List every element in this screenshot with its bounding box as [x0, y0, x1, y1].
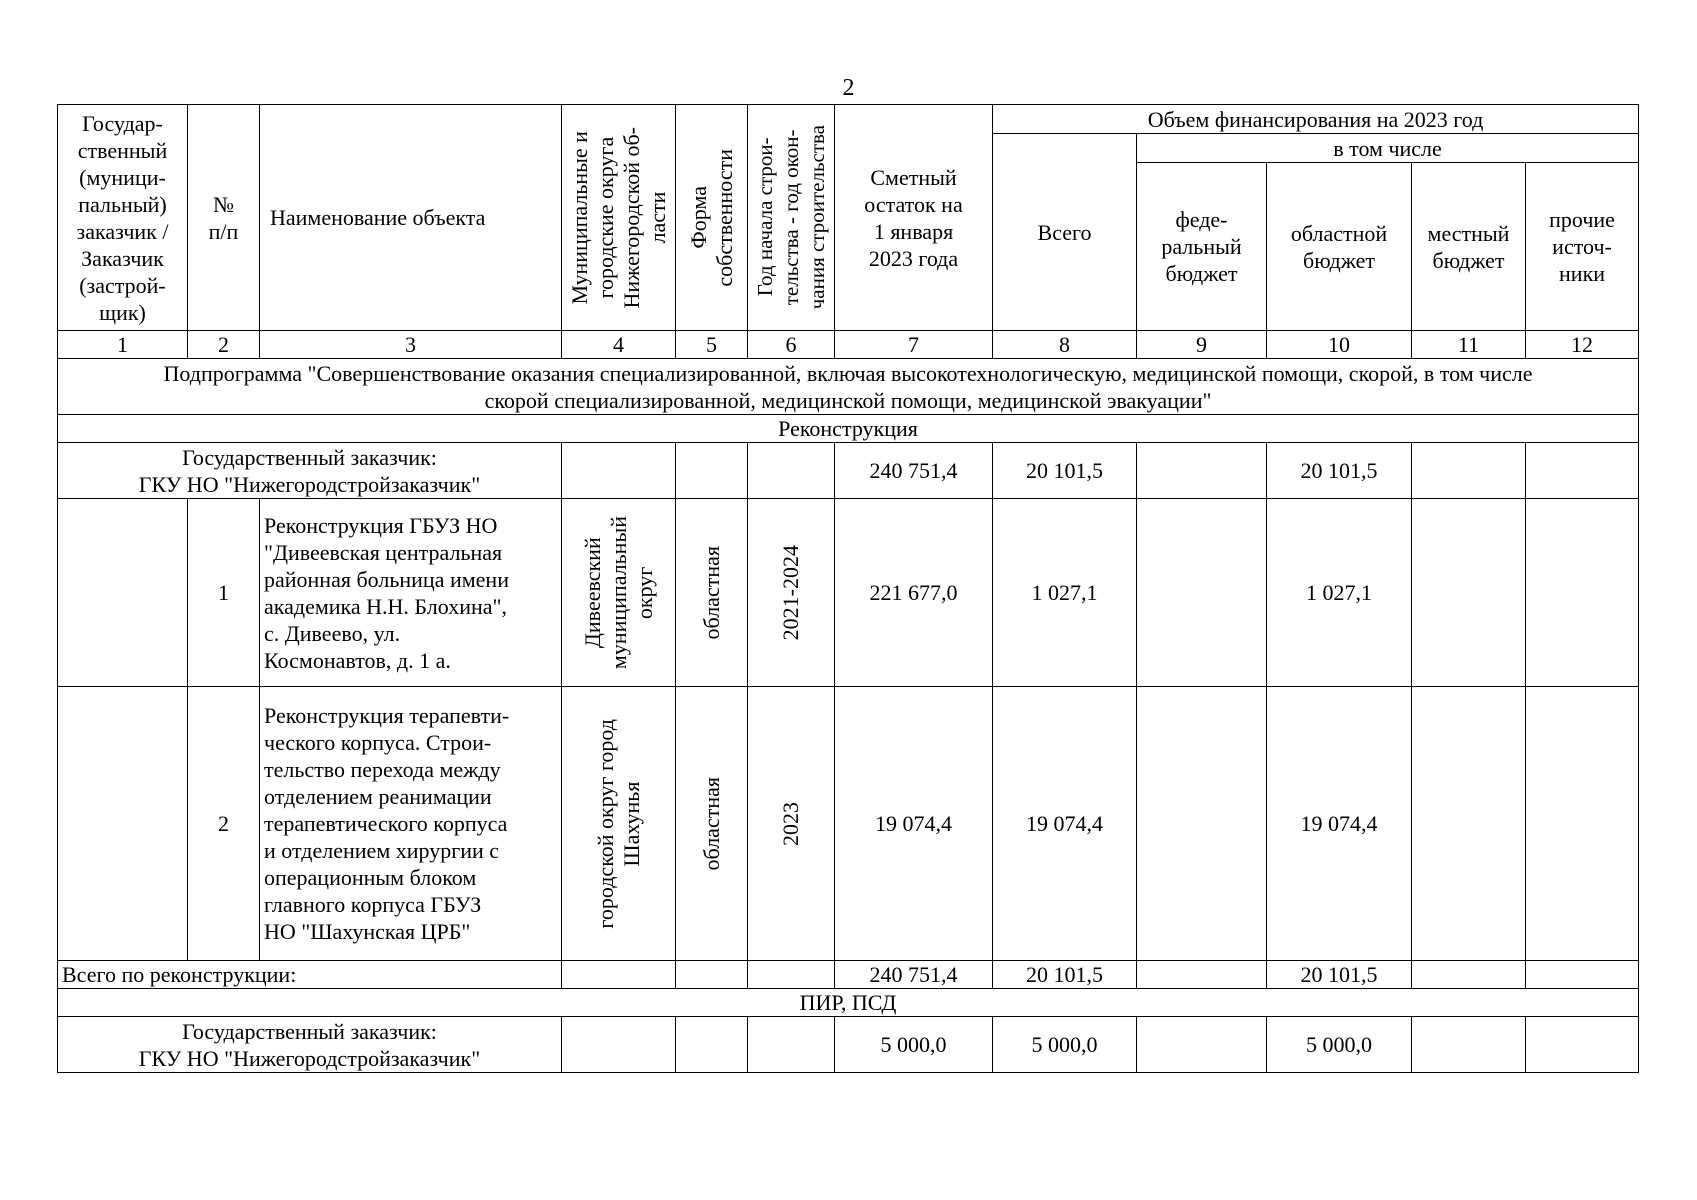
- header-total: Всего: [993, 134, 1137, 331]
- construction-years: 2023: [748, 687, 835, 961]
- section-pir: ПИР, ПСД: [58, 989, 1639, 1017]
- total-label: Всего по реконструкции:: [58, 961, 562, 989]
- total-value: 20 101,5: [993, 443, 1137, 499]
- estimate-value: 5 000,0: [835, 1017, 993, 1073]
- regional-value: 1 027,1: [1267, 499, 1412, 687]
- header-other: прочие источ- ники: [1526, 163, 1639, 331]
- table-row: [58, 499, 1639, 687]
- financing-table: [57, 104, 1639, 1073]
- estimate-value: 221 677,0: [835, 499, 993, 687]
- regional-value: 5 000,0: [1267, 1017, 1412, 1073]
- row-number: 1: [188, 499, 260, 687]
- customer-row: [58, 1017, 1639, 1073]
- header-estimate-balance: Сметный остаток на 1 января 2023 года: [835, 105, 993, 331]
- total-row: [58, 961, 1639, 989]
- estimate-value: 240 751,4: [835, 443, 993, 499]
- header-years: Год начала строи- тельства - год окон- чания строительства: [748, 105, 835, 331]
- estimate-value: 19 074,4: [835, 687, 993, 961]
- municipality: Дивеевский муниципальный округ: [562, 499, 676, 687]
- total-value: 1 027,1: [993, 499, 1137, 687]
- regional-value: 19 074,4: [1267, 687, 1412, 961]
- object-name: Реконструкция терапевти- ческого корпуса. Строи- тельство перехода между отделением реанимации терапевтического корпуса и отделением хирургии с операционным блоком главного корпуса ГБУЗ НО "Шахунская ЦРБ": [260, 687, 562, 961]
- customer-row: [58, 443, 1639, 499]
- header-local: местный бюджет: [1412, 163, 1526, 331]
- subprogram-title: Подпрограмма "Совершенствование оказания специализированной, включая высокотехнологическую, медицинской помощи, скорой, в том числе скорой специализированной, медицинской помощи, медицинской эвакуации": [58, 359, 1639, 415]
- total-value: 5 000,0: [993, 1017, 1137, 1073]
- header-municipality: Муниципальные и городские округа Нижегородской об- ласти: [562, 105, 676, 331]
- row-number: 2: [188, 687, 260, 961]
- header-object-name: Наименование объекта: [260, 105, 562, 331]
- municipality: городской округ город Шахунья: [562, 687, 676, 961]
- header-including: в том числе: [1137, 134, 1639, 163]
- header-federal: феде- ральный бюджет: [1137, 163, 1267, 331]
- regional-value: 20 101,5: [1267, 443, 1412, 499]
- header-funding-volume: Объем финансирования на 2023 год: [993, 105, 1639, 134]
- customer-label: Государственный заказчик: ГКУ НО "Нижегородстройзаказчик": [58, 1017, 562, 1073]
- regional-value: 20 101,5: [1267, 961, 1412, 989]
- section-reconstruction: Реконструкция: [58, 415, 1639, 443]
- table-row: [58, 687, 1639, 961]
- total-value: 19 074,4: [993, 687, 1137, 961]
- ownership: областная: [676, 499, 748, 687]
- page-number: 2: [842, 75, 855, 101]
- ownership: областная: [676, 687, 748, 961]
- estimate-value: 240 751,4: [835, 961, 993, 989]
- total-value: 20 101,5: [993, 961, 1137, 989]
- column-numbers-row: 1 2 3 4 5 6 7 8 9 10 11 12: [58, 331, 1639, 359]
- header-ownership: Форма собственности: [676, 105, 748, 331]
- header-customer: Государ- ственный (муници- пальный) заказчик / Заказчик (застрой- щик): [58, 105, 188, 331]
- construction-years: 2021-2024: [748, 499, 835, 687]
- customer-label: Государственный заказчик: ГКУ НО "Нижегородстройзаказчик": [58, 443, 562, 499]
- object-name: Реконструкция ГБУЗ НО "Дивеевская центральная районная больница имени академика Н.Н. Блохина", с. Дивеево, ул. Космонавтов, д. 1 а.: [260, 499, 562, 687]
- header-number: № п/п: [188, 105, 260, 331]
- header-regional: областной бюджет: [1267, 163, 1412, 331]
